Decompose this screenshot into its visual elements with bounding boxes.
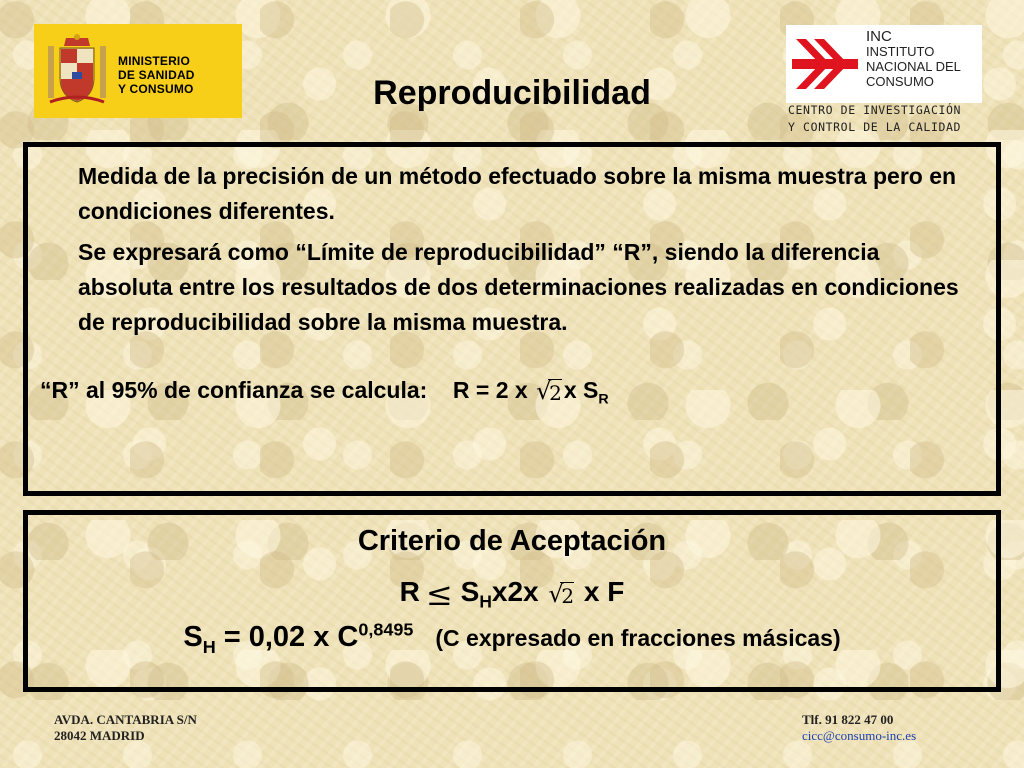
eq1-rhs: x F (583, 576, 625, 607)
footer-contact (802, 712, 916, 744)
inc-subtitle-line: CENTRO DE INVESTIGACIÓN (788, 103, 962, 117)
eq1-s-subscript: H (479, 591, 492, 612)
definition-paragraph: Medida de la precisión de un método efectuado sobre la misma muestra pero en condiciones diferentes. (78, 163, 957, 224)
eq1-mid: x2x (491, 576, 539, 607)
square-root-symbol: √ 2 (536, 377, 562, 405)
criterion-inequality (28, 575, 996, 613)
criterion-title: Criterio de Aceptación (357, 525, 667, 557)
horwitz-equation (28, 619, 996, 657)
address-line: AVDA. CANTABRIA S/N (54, 712, 197, 727)
inc-logo-line: INSTITUTO (866, 44, 935, 59)
ministry-logo-line: MINISTERIO (118, 54, 191, 68)
eq1-s: S (460, 576, 480, 607)
inc-logo-line: INC (866, 28, 892, 45)
phone-number: Tlf. 91 822 47 00 (802, 712, 894, 727)
eq2-s-subscript: H (202, 636, 216, 657)
eq2-mid: = 0,02 x C (223, 621, 359, 653)
definition-box (23, 142, 1001, 496)
formula-intro: “R” al 95% de confianza se calcula: (40, 377, 428, 403)
reproducibility-formula (40, 377, 609, 408)
radicand: 2 (561, 584, 575, 608)
ministry-logo-line: Y CONSUMO (118, 82, 194, 96)
formula-rhs: x S (563, 377, 599, 403)
square-root-symbol: √ 2 (548, 580, 575, 608)
inc-subtitle (788, 102, 988, 136)
inc-subtitle-line: Y CONTROL DE LA CALIDAD (788, 120, 962, 134)
eq2-exponent: 0,8495 (358, 619, 414, 640)
expression-paragraph: Se expresará como “Límite de reproducibilidad” “R”, siendo la diferencia absoluta entre los resultados de dos determinaciones realizadas en condiciones de reproducibilidad sobre la misma muestra. (78, 239, 959, 335)
formula-lhs: R = 2 x (452, 377, 528, 403)
radicand: 2 (549, 381, 562, 405)
formula-rhs-subscript: R (598, 391, 609, 408)
inc-logo (786, 25, 982, 103)
eq2-s: S (183, 621, 203, 653)
eq2-note: (C expresado en fracciones másicas) (435, 625, 841, 651)
inc-logo-line: CONSUMO (866, 74, 934, 89)
acceptance-criterion-box (23, 510, 1001, 692)
footer-address (54, 712, 197, 744)
address-line: 28042 MADRID (54, 728, 145, 743)
less-or-equal-symbol: ≤ (425, 575, 453, 613)
ministry-logo-line: DE SANIDAD (118, 68, 195, 82)
inc-logo-text (866, 29, 961, 89)
eq1-lhs: R (399, 576, 420, 607)
inc-logo-line: NACIONAL DEL (866, 59, 961, 74)
email-link[interactable]: cicc@consumo-inc.es (802, 728, 917, 743)
inc-logo-icon (790, 33, 860, 95)
slide-title: Reproducibilidad (373, 74, 651, 112)
